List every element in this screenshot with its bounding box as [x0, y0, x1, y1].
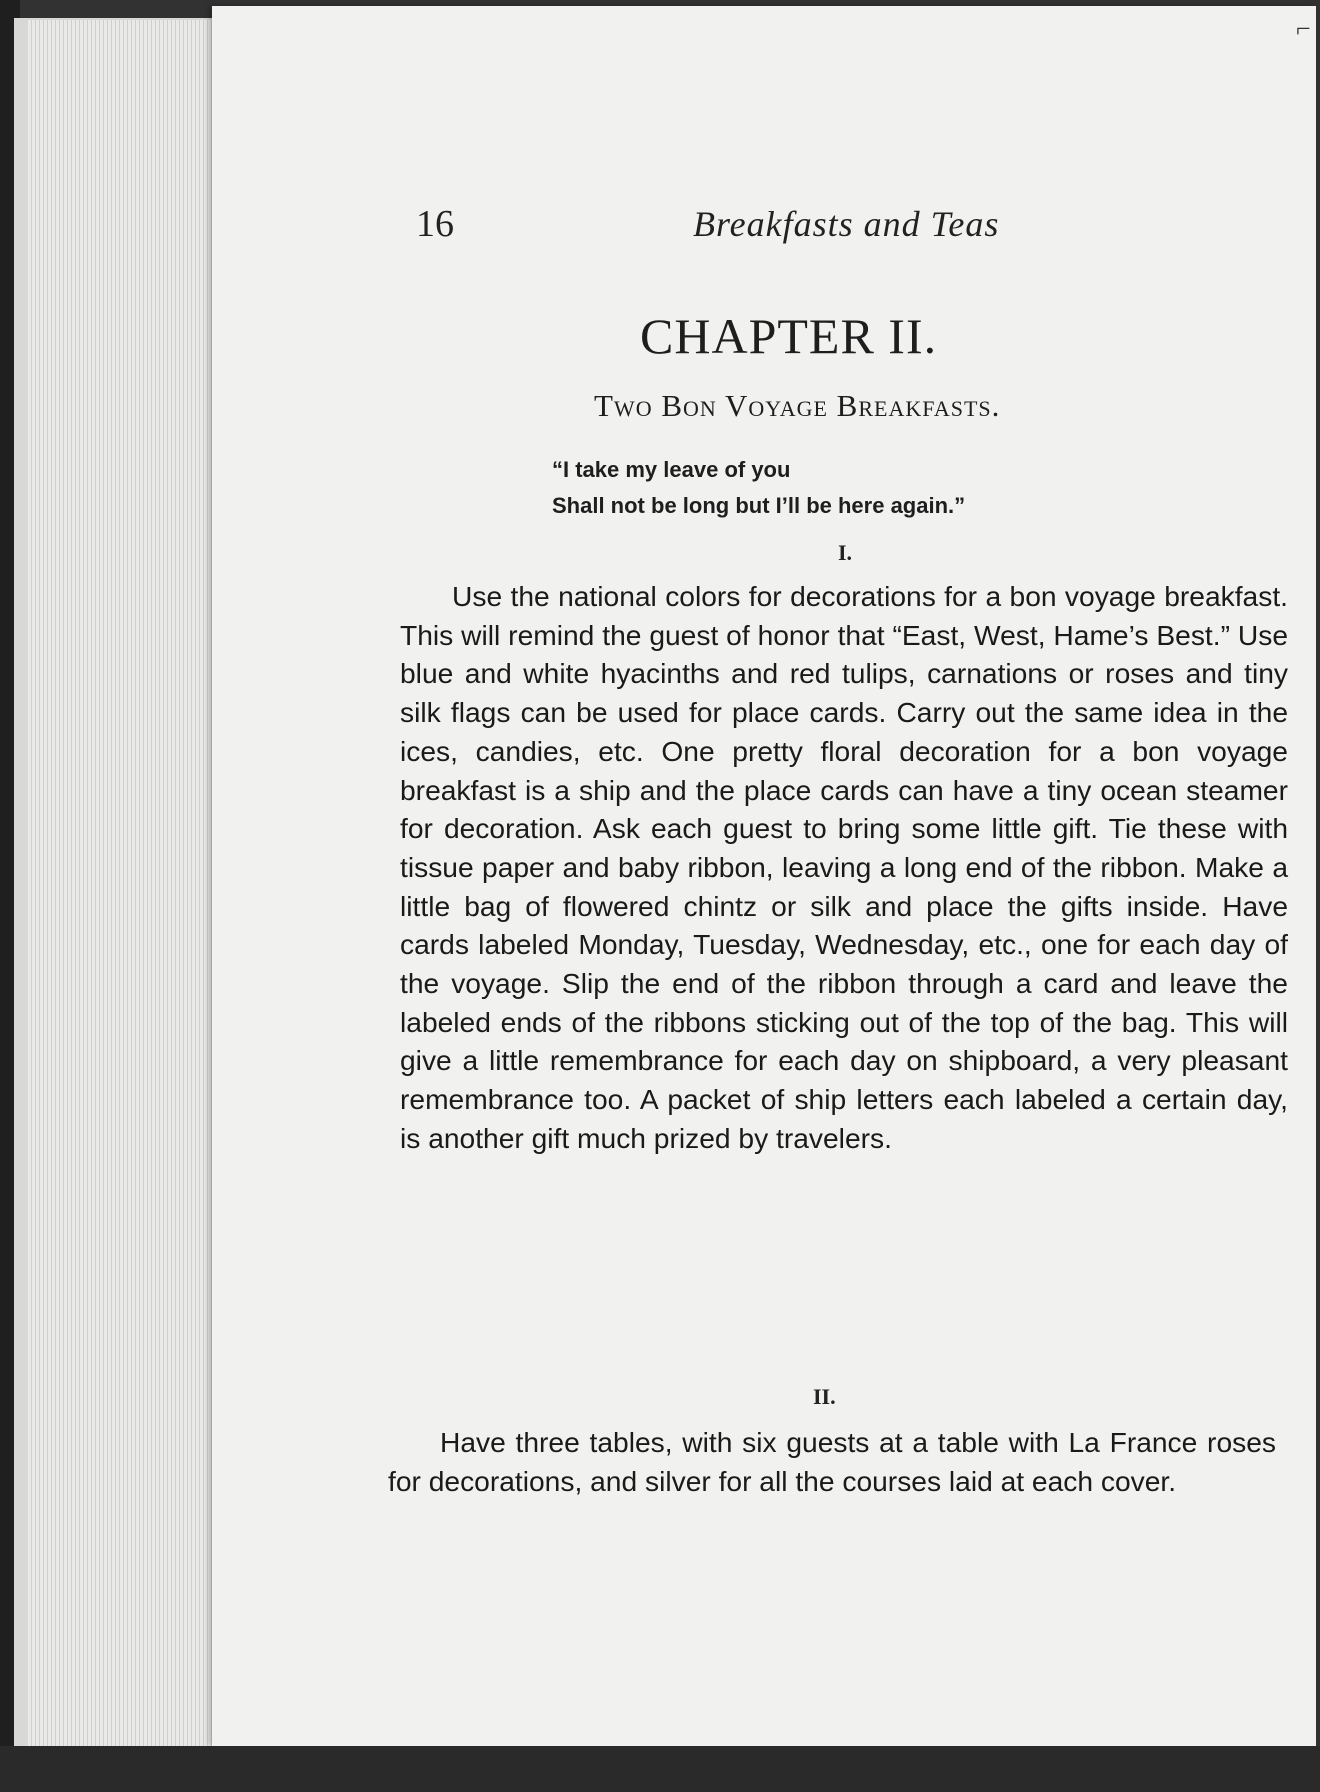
epigraph: [552, 452, 1172, 524]
section-number: I.: [838, 540, 853, 565]
epigraph-line: “I take my leave of you: [552, 457, 791, 482]
section-number: II.: [813, 1384, 836, 1409]
section-paragraph: Have three tables, with six guests at a table with La France roses for decorations, and silver for all the courses laid at each cover.: [388, 1426, 1276, 1497]
corner-mark-icon: ⌐: [1296, 14, 1311, 43]
page-number: 16: [416, 203, 454, 245]
chapter-subtitle: Two Bon Voyage Breakfasts.: [594, 388, 1001, 423]
page-stack-edges: [28, 20, 228, 1750]
book-title: Breakfasts and Teas: [693, 204, 1000, 244]
epigraph-line: Shall not be long but I’ll be here again.”: [552, 493, 966, 518]
running-head: [416, 200, 1028, 248]
section-paragraph: Use the national colors for decorations for a bon voyage breakfast. This will remind the guest of honor that “East, West, Hame’s Best.” Use blue and white hyacinths and red tulips, carnations or roses and tiny silk flags can be used for place cards. Carry out the same idea in the ices, candies, etc. One pretty floral decoration for a bon voyage breakfast is a ship and the place cards can have a tiny ocean steamer for decoration. Ask each guest to bring some little gift. Tie these with tissue paper and baby ribbon, leaving a long end of the ribbon. Make a little bag of flowered chintz or silk and place the gifts inside. Have cards labeled Monday, Tuesday, Wednesday, etc., one for each day of the voyage. Slip the end of the ribbon through a card and leave the labeled ends of the ribbons sticking out of the top of the bag. This will give a little remembrance for each day on shipboard, a very pleasant remembrance too. A packet of ship letters each labeled a certain day, is another gift much prized by travelers.: [400, 580, 1288, 1154]
chapter-title: CHAPTER II.: [640, 308, 938, 364]
scanner-bottom-edge: [0, 1746, 1320, 1792]
